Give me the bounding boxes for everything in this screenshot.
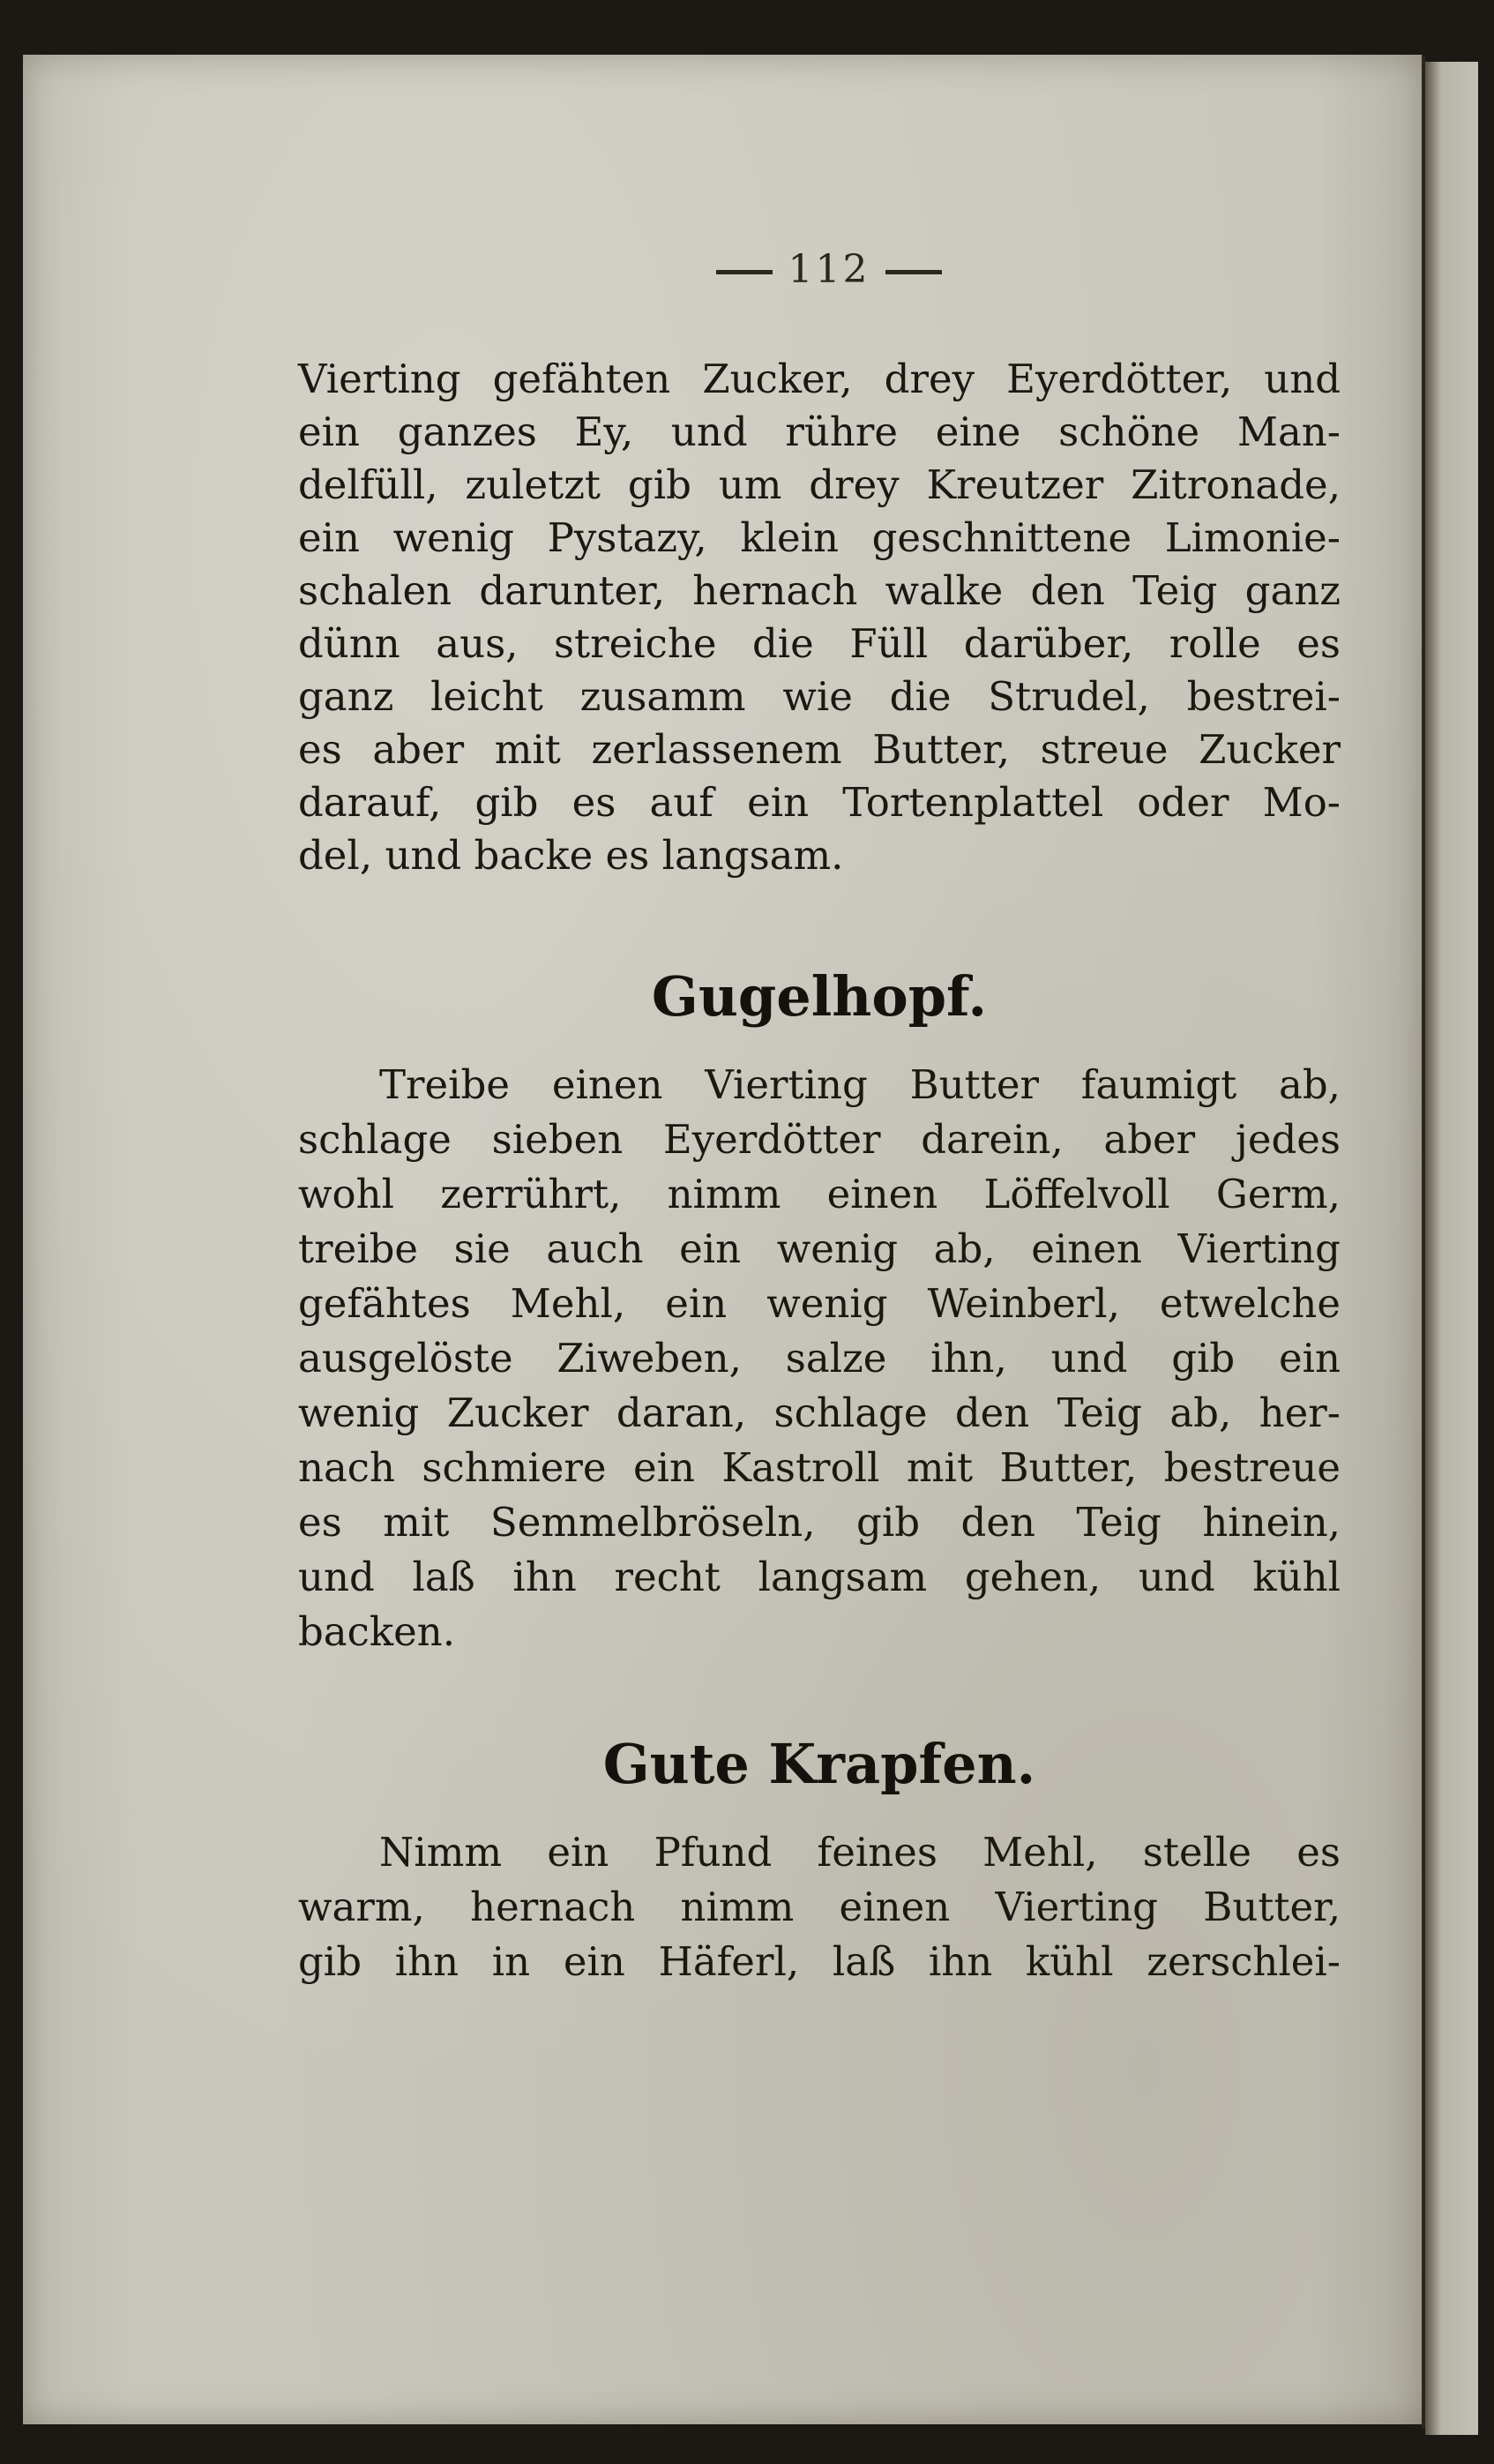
text-line: schalen darunter, hernach walke den Teig ganz [298, 567, 1341, 614]
text-line: es mit Semmelbröseln, gib den Teig hinein, [298, 1499, 1341, 1546]
text-line: del, und backe es langsam. [298, 832, 844, 879]
text-line: backen. [298, 1608, 456, 1655]
text-line: darauf, gib es auf ein Tortenplattel oder Mo- [298, 779, 1341, 826]
text-line: gib ihn in ein Häferl, laß ihn kühl zerschlei- [298, 1938, 1341, 1985]
text-line: treibe sie auch ein wenig ab, einen Vierting [298, 1225, 1341, 1272]
page-number-text: 112 [788, 247, 870, 292]
text-line: warm, hernach nimm einen Vierting Butter, [298, 1884, 1341, 1930]
page-number-dash-left [716, 270, 773, 274]
recipe-heading-gugelhopf: Gugelhopf. [651, 964, 988, 1029]
text-line: gefähtes Mehl, ein wenig Weinberl, etwelche [298, 1280, 1341, 1327]
text-line: ausgelöste Ziweben, salze ihn, und gib ein [298, 1335, 1341, 1382]
text-line: Nimm ein Pfund feines Mehl, stelle es [379, 1829, 1341, 1876]
text-line: ein ganzes Ey, und rühre eine schöne Man- [298, 408, 1341, 455]
text-line: delfüll, zuletzt gib um drey Kreutzer Zitronade, [298, 461, 1341, 508]
text-line: Treibe einen Vierting Butter faumigt ab, [379, 1061, 1341, 1108]
text-line: ein wenig Pystazy, klein geschnittene Limonie- [298, 514, 1341, 561]
text-line: es aber mit zerlassenem Butter, streue Zucker [298, 726, 1341, 773]
text-line: schlage sieben Eyerdötter darein, aber jedes [298, 1116, 1341, 1163]
recipe-heading-gute-krapfen: Gute Krapfen. [602, 1732, 1036, 1796]
page-number [653, 247, 1005, 291]
page-number-dash-right [885, 270, 942, 274]
next-page-edge [1425, 62, 1478, 2435]
text-line: wenig Zucker daran, schlage den Teig ab, her- [298, 1389, 1341, 1436]
text-line: wohl zerrührt, nimm einen Löffelvoll Germ, [298, 1171, 1341, 1217]
text-line: nach schmiere ein Kastroll mit Butter, bestreue [298, 1444, 1341, 1491]
text-line: dünn aus, streiche die Füll darüber, rolle es [298, 620, 1341, 667]
text-line: Vierting gefähten Zucker, drey Eyerdötter, und [298, 356, 1341, 402]
text-line: und laß ihn recht langsam gehen, und kühl [298, 1554, 1341, 1600]
text-line: ganz leicht zusamm wie die Strudel, bestrei- [298, 673, 1341, 720]
